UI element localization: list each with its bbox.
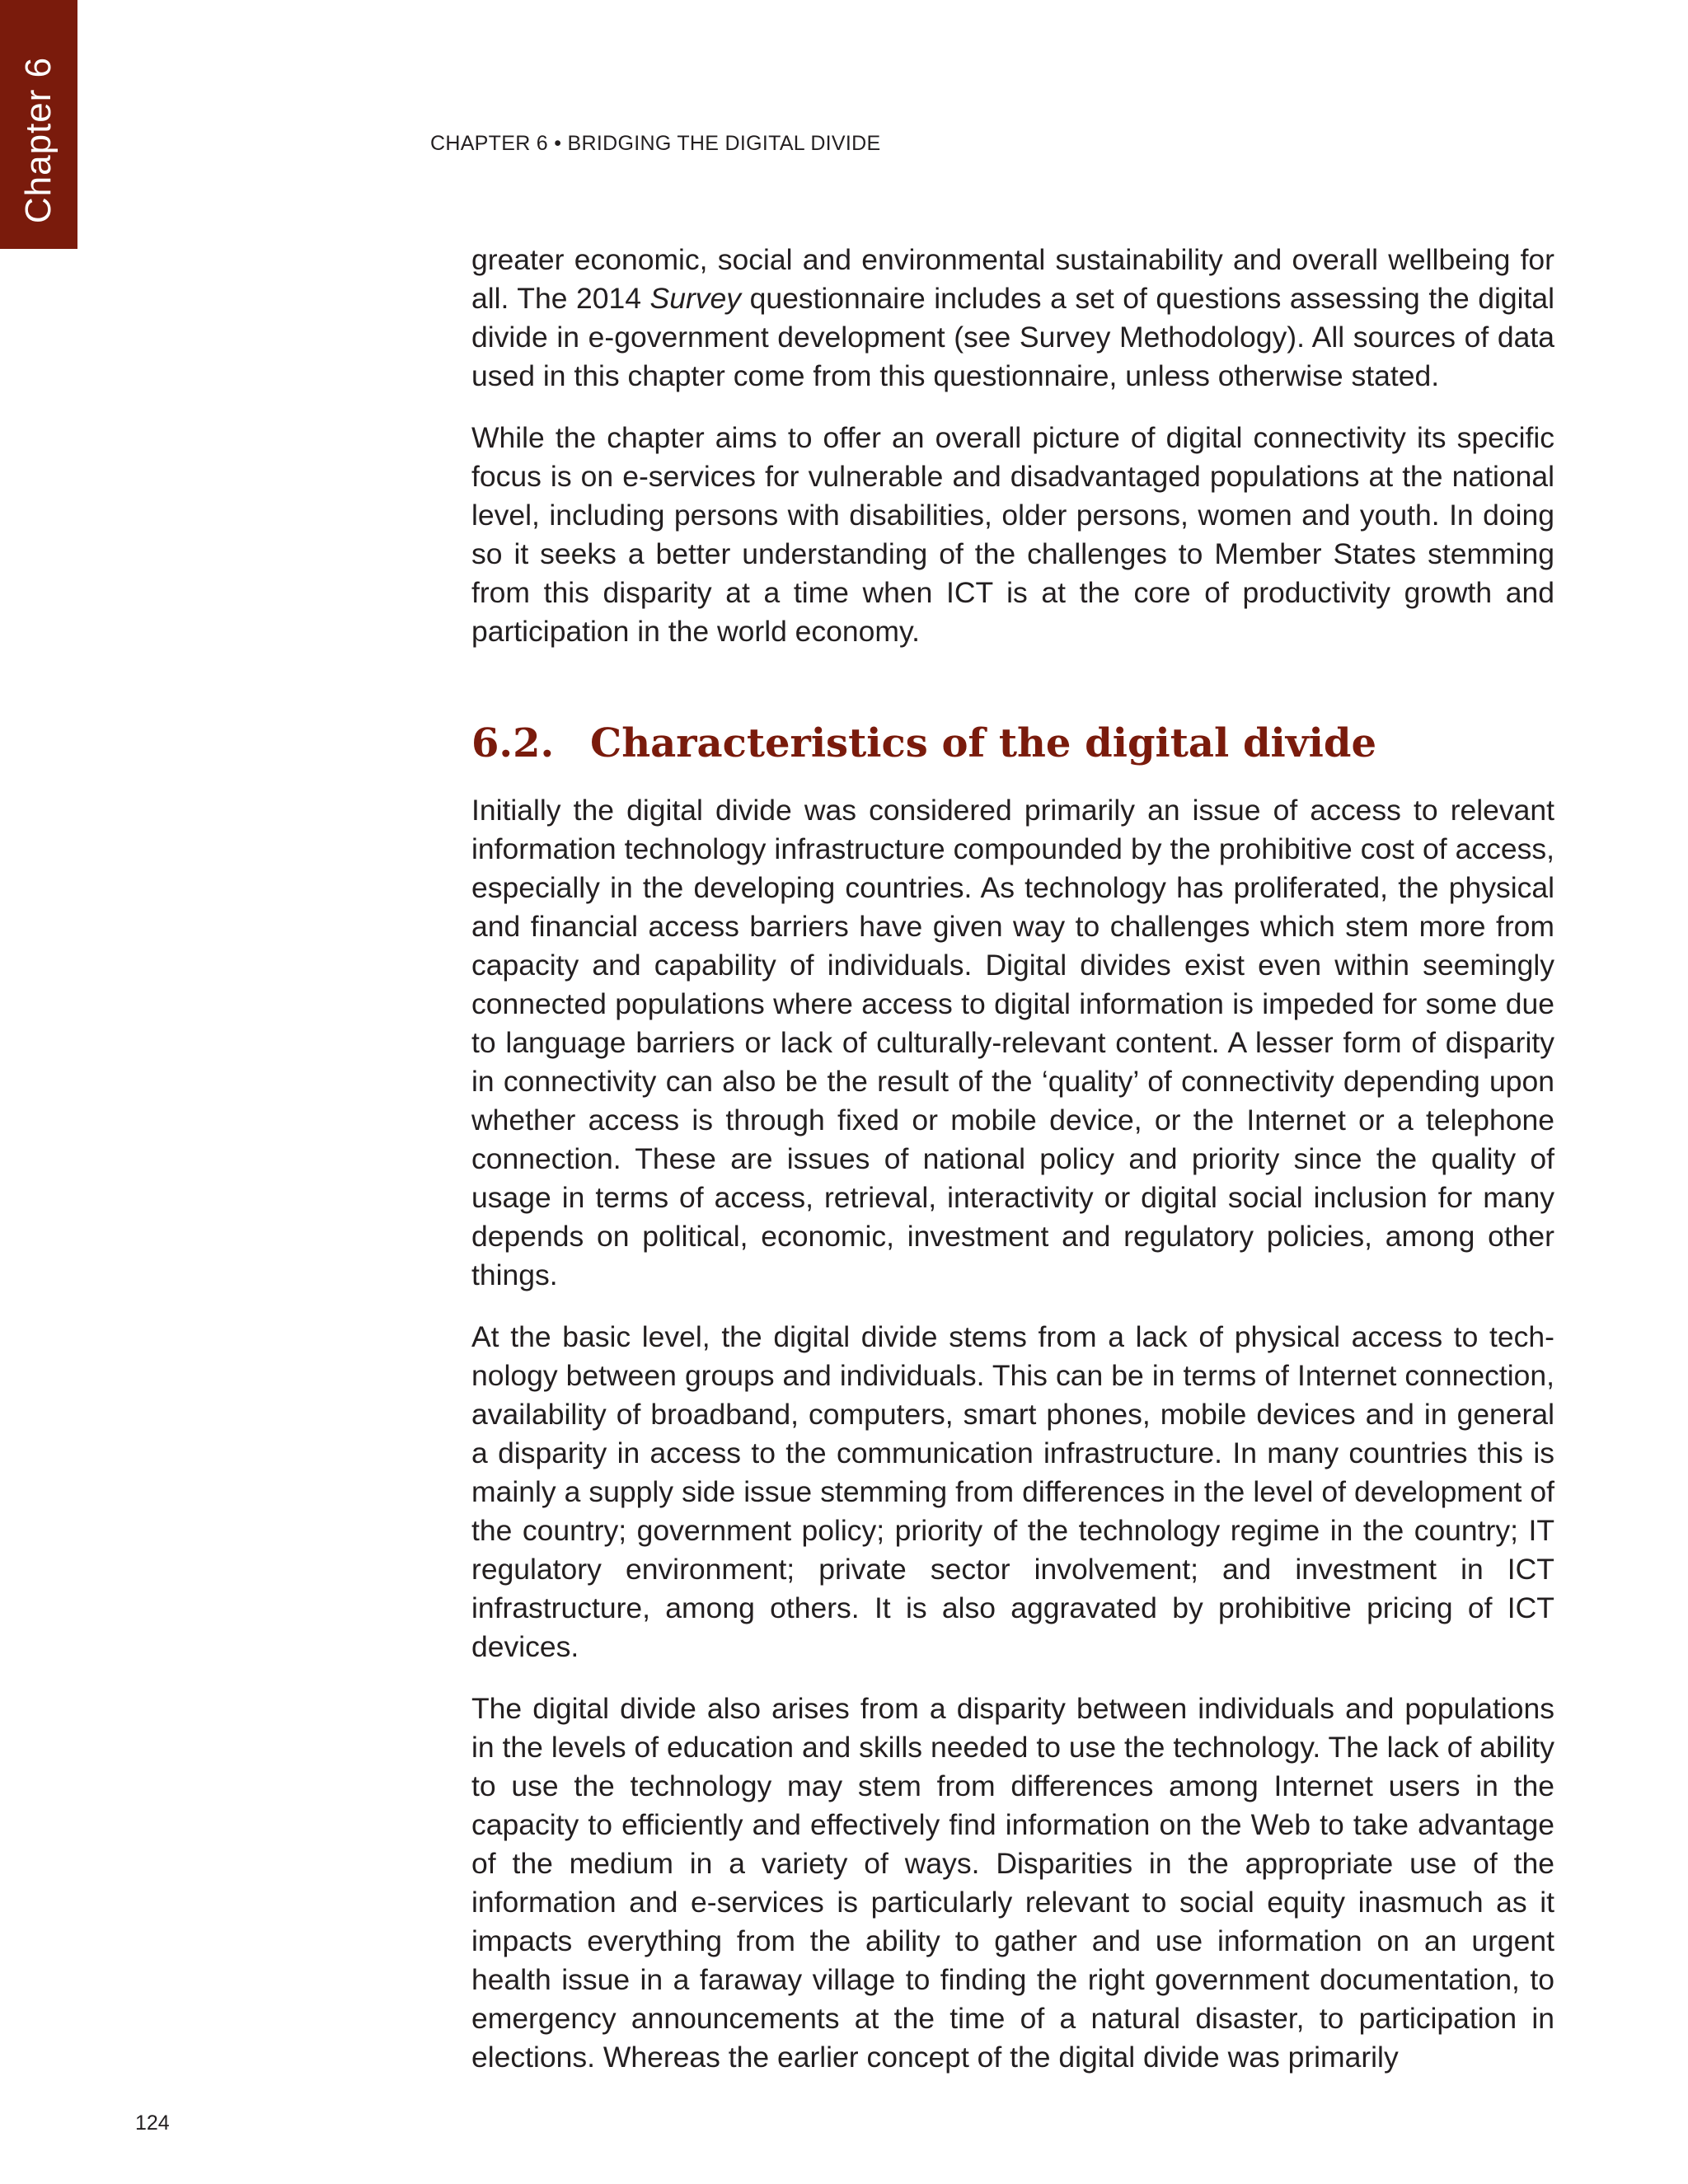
- body-paragraph: While the chapter aims to offer an overall picture of digital connectivity its specific focus is on e-services for vulnerable and disadvantaged populations at the national level, including persons with disabilities, older persons, women and youth. In doing so it seeks a better understanding of the challenges to Member States stemming from this disparity at a time when ICT is at the core of productivity growth and participation in the world economy.: [471, 421, 1554, 648]
- paragraph-text: questionnaire includes a set of questions assessing the digital divide in e-government development (see Survey Methodology). All sources of data used in this chapter come from this questionnaire, unless otherwise stated.: [471, 282, 1554, 392]
- body-paragraph: Initially the digital divide was considered primarily an issue of access to relevant information technology infrastructure compounded by the prohibitive cost of access, especially in the developing countries. As technology has proliferated, the physical and financial access barriers have given way to challenges which stem more from capacity and capability of individuals. Digital divides exist even within seemingly connected populations where access to digital information is impeded for some due to language barriers or lack of culturally-relevant content. A lesser form of disparity in connectivity can also be the result of the ‘quality’ of connectivity depending upon whether access is through fixed or mobile device, or the Internet or a telephone connection. These are issues of national policy and priority since the quality of usage in terms of access, retrieval, interactivity or digital social inclusion for many depends on political, economic, investment and regulatory policies, among other things.: [471, 794, 1554, 1291]
- section-heading: [471, 717, 1554, 770]
- running-header: CHAPTER 6 • BRIDGING THE DIGITAL DIVIDE: [430, 132, 881, 155]
- section-title: Characteristics of the digital divide: [590, 720, 1376, 766]
- body-paragraph: At the basic level, the digital divide stems from a lack of physical access to technology between groups and individuals. This can be in terms of Internet connection, availability of broadband, computers, smart phones, mobile devices and in general a disparity in access to the communication infrastructure. In many countries this is mainly a supply side issue stemming from differences in the level of development of the country; government policy; priority of the technology regime in the country; IT regulatory environment; private sector involvement; and investment in ICT infrastructure, among others. It is also aggravated by prohibitive pricing of ICT devices.: [471, 1320, 1554, 1663]
- section-number: 6.2.: [471, 720, 555, 766]
- body-paragraph: The digital divide also arises from a disparity between individuals and populations in the levels of education and skills needed to use the technology. The lack of ability to use the technology may stem from differences among Internet users in the capacity to efficiently and effectively find information on the Web to take advantage of the medium in a variety of ways. Disparities in the appropriate use of the information and e-services is particularly relevant to social equity inasmuch as it impacts everything from the ability to gather and use information on an urgent health issue in a faraway village to finding the right government documentation, to emergency announcements at the time of a natural disaster, to participation in elections. Whereas the earlier concept of the digital divide was primarily: [471, 1692, 1554, 2074]
- page-number: 124: [135, 2111, 170, 2135]
- body-paragraph: [471, 241, 1554, 396]
- page-body: [471, 241, 1554, 2100]
- paragraph-text: greater economic, social and environmental sustainability and overall wellbeing for all. The 2014: [471, 243, 1554, 315]
- chapter-tab-label: Chapter 6: [18, 56, 59, 224]
- italic-survey: Survey: [649, 282, 742, 315]
- chapter-tab: [0, 0, 77, 249]
